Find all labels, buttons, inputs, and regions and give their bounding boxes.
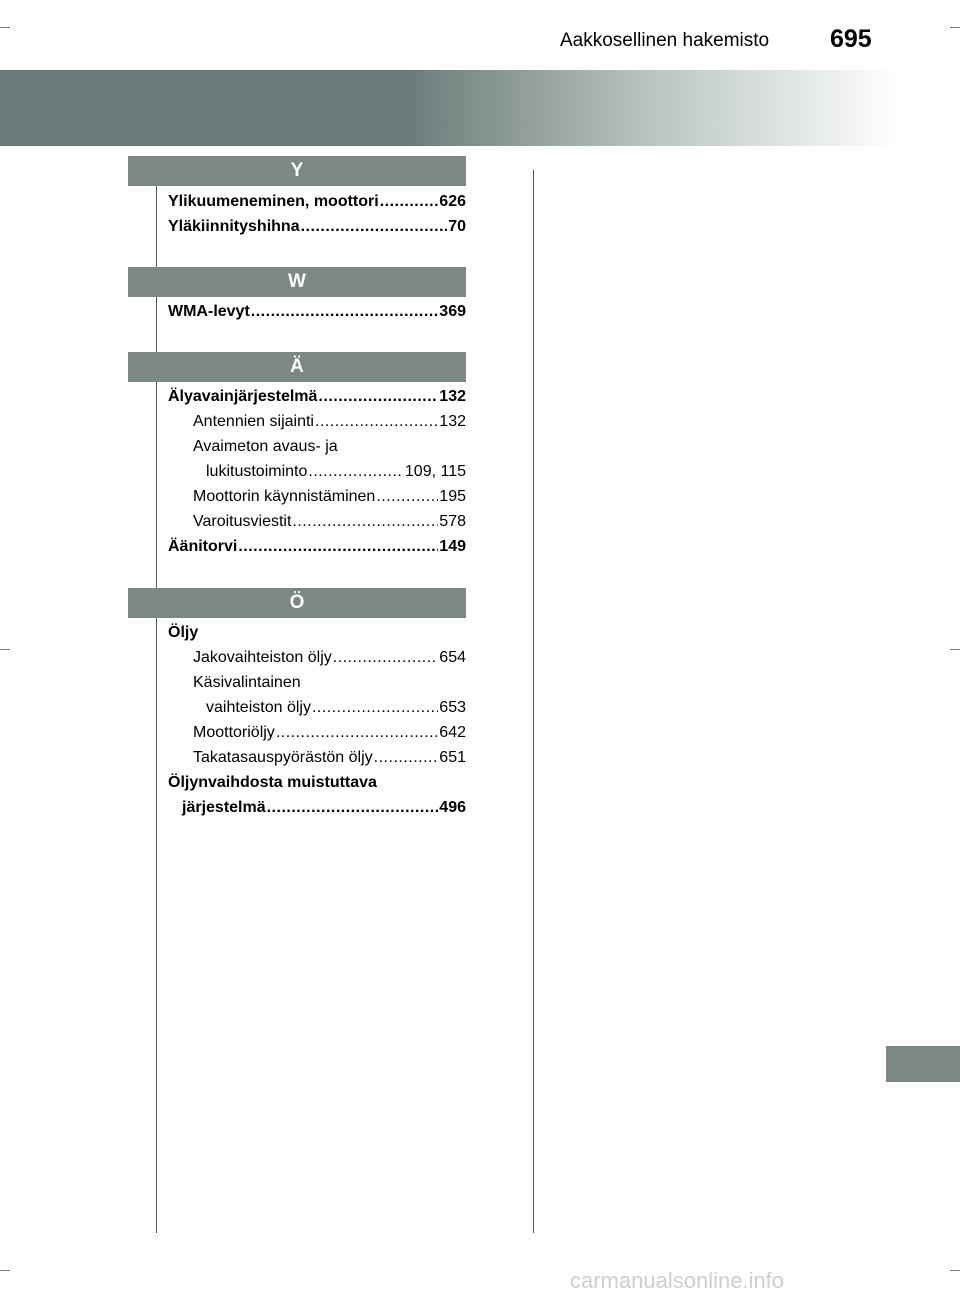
section-header-a-umlaut: Ä [128, 352, 466, 382]
index-subentry: Moottorin käynnistäminen ..... 195 [193, 488, 466, 510]
index-entry: WMA-levyt ..... 369 [168, 303, 466, 325]
index-subentry: lukitustoiminto ..... 109, 115 [206, 463, 466, 485]
section-header-w: W [128, 267, 466, 297]
index-entry: Älyavainjärjestelmä ..... 132 [168, 388, 466, 410]
index-subentry: Moottoriöljy ..... 642 [193, 724, 466, 746]
index-entry: järjestelmä ..... 496 [182, 799, 466, 821]
index-subentry: Jakovaihteiston öljy ..... 654 [193, 649, 466, 671]
chapter-side-tab [886, 1046, 960, 1082]
crop-mark [950, 1270, 960, 1271]
crop-mark [0, 1270, 10, 1271]
page-number: 695 [830, 25, 872, 53]
page-header-title: Aakkosellinen hakemisto [560, 30, 770, 51]
section-header-y: Y [128, 156, 466, 186]
column-rule [156, 297, 157, 352]
watermark: carmanualsonline.info [570, 1268, 785, 1293]
index-entry: Öljy [168, 624, 199, 641]
crop-mark [0, 649, 10, 650]
index-subentry: Käsivalintainen [193, 674, 301, 691]
index-entry: Äänitorvi ..... 149 [168, 538, 466, 560]
crop-mark [950, 27, 960, 28]
crop-mark [950, 649, 960, 650]
index-entry: Yläkiinnityshihna ..... 70 [168, 218, 466, 240]
index-subentry: Varoitusviestit ..... 578 [193, 513, 466, 535]
index-subentry: Takatasauspyörästön öljy ..... 651 [193, 749, 466, 771]
header-band [0, 70, 900, 146]
section-header-o-umlaut: Ö [128, 588, 466, 618]
column-rule [156, 617, 157, 1233]
index-subentry: vaihteiston öljy ..... 653 [206, 699, 466, 721]
index-subentry: Antennien sijainti ..... 132 [193, 413, 466, 435]
index-entry: Ylikuumeneminen, moottori ..... 626 [168, 193, 466, 215]
column-rule [156, 382, 157, 588]
index-subentry: Avaimeton avaus- ja [193, 438, 338, 455]
column-rule [156, 185, 157, 270]
crop-mark [0, 27, 10, 28]
column-divider [533, 170, 534, 1233]
index-entry: Öljynvaihdosta muistuttava [168, 774, 377, 791]
